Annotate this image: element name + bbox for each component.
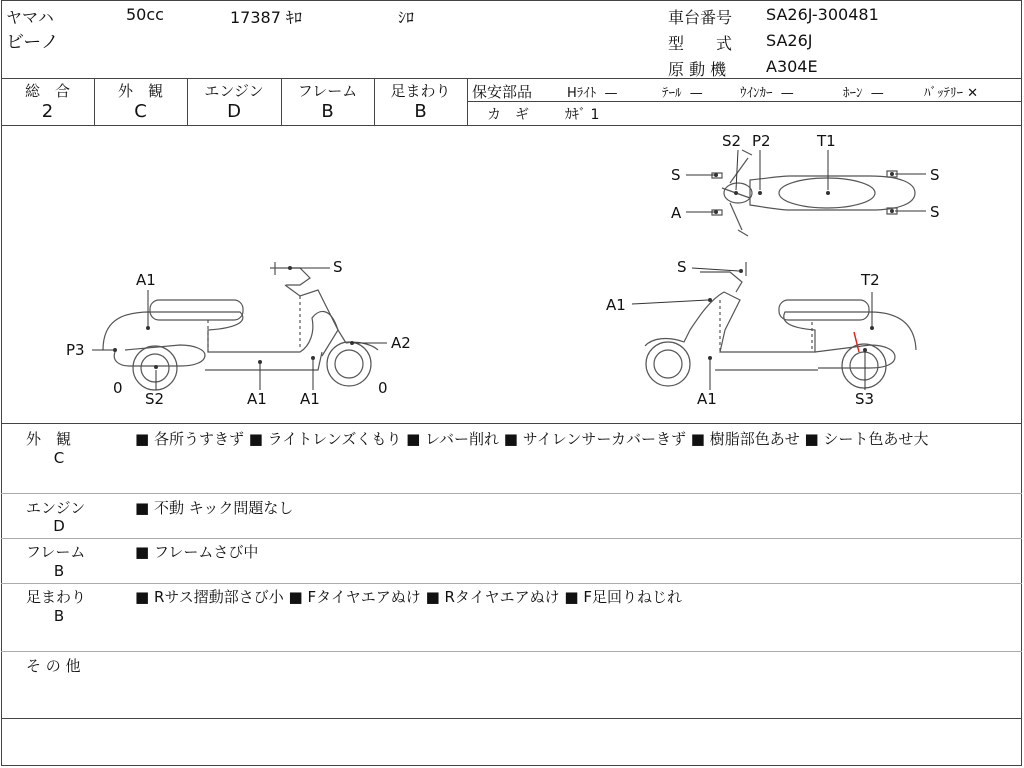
diagram-label: P3 xyxy=(66,341,85,359)
mileage: 17387 ｷﾛ xyxy=(230,8,302,27)
rule xyxy=(1,538,1022,539)
diagram-label: A1 xyxy=(606,296,626,314)
diagram-label: A xyxy=(671,204,682,222)
frame-no: SA26J-300481 xyxy=(766,5,879,24)
maker: ヤマハ xyxy=(6,8,54,27)
remark-text-engine: ■ 不動 キック問題なし xyxy=(135,499,294,517)
displacement: 50cc xyxy=(126,5,164,24)
diagram-label: S xyxy=(930,203,940,221)
diagram-label: S xyxy=(930,166,940,184)
rule xyxy=(1,718,1022,719)
diagram-label: S xyxy=(677,258,687,276)
diagram-label: S2 xyxy=(145,390,165,408)
key-label: カ ギ xyxy=(487,107,529,123)
model-name: ビーノ xyxy=(6,32,59,53)
diagram-label: S xyxy=(333,258,343,276)
diagram-label: P2 xyxy=(752,132,771,150)
diagram-label: A2 xyxy=(391,334,411,352)
safety-item-winker: ｳｲﾝｶｰ — xyxy=(740,86,794,101)
remark-label-engine: エンジン xyxy=(26,499,86,517)
suspension-grade: B xyxy=(414,101,427,122)
remark-text-frame: ■ フレームさび中 xyxy=(135,543,259,561)
remark-label-frame: フレーム xyxy=(26,543,86,561)
engine-grade: D xyxy=(227,101,241,122)
rule xyxy=(1,78,1022,79)
remark-text-suspension: ■ Rサス摺動部さび小 ■ Fタイヤエアぬけ ■ Rタイヤエアぬけ ■ F足回りねじれ xyxy=(135,588,682,606)
safety-item-battery: ﾊﾞｯﾃﾘｰ ✕ xyxy=(924,86,979,101)
remark-label-other: そ の 他 xyxy=(26,657,81,675)
type-value: SA26J xyxy=(766,31,813,50)
rule xyxy=(1,651,1022,652)
diagram-label: A1 xyxy=(247,390,267,408)
engine-value: A304E xyxy=(766,57,818,76)
remark-text-exterior: ■ 各所うすきず ■ ライトレンズくもり ■ レバー削れ ■ サイレンサーカバーきず ■ 樹脂部色あせ ■ シート色あせ大 xyxy=(135,430,929,448)
rule xyxy=(467,101,1022,102)
engine-grade-label: エンジン xyxy=(204,82,264,100)
diagram-label: 0 xyxy=(113,379,123,397)
rule xyxy=(1,125,1022,126)
diagram-label: A1 xyxy=(300,390,320,408)
type-label: 型 式 xyxy=(668,34,733,53)
safety-label: 保安部品 xyxy=(472,83,533,101)
overall-grade: 2 xyxy=(41,101,54,122)
diagram-label: T1 xyxy=(817,132,836,150)
remark-grade-suspension: B xyxy=(53,607,65,625)
suspension-grade-label: 足まわり xyxy=(390,82,451,100)
rule xyxy=(1,423,1022,424)
rule xyxy=(1,583,1022,584)
diagram-label: S xyxy=(671,166,681,184)
diagram-label: A1 xyxy=(136,271,156,289)
remark-grade-exterior: C xyxy=(53,449,65,467)
rule xyxy=(1,493,1022,494)
remark-grade-engine: D xyxy=(53,517,65,535)
key-value: ｶｷﾞ 1 xyxy=(565,107,600,123)
diagram-label: 0 xyxy=(378,379,388,397)
frame-grade: B xyxy=(321,101,334,122)
diagram-label: A1 xyxy=(697,390,717,408)
diagram-label: S3 xyxy=(855,390,875,408)
safety-item-headlight: Hﾗｲﾄ — xyxy=(567,86,618,101)
remark-grade-frame: B xyxy=(53,562,65,580)
exterior-label: 外 観 xyxy=(117,82,163,100)
overall-label: 総 合 xyxy=(24,82,70,100)
diagram-label: T2 xyxy=(861,271,880,289)
diagram-label: S2 xyxy=(722,132,742,150)
engine-label: 原 動 機 xyxy=(668,60,727,79)
exterior-grade: C xyxy=(134,101,147,122)
frame-no-label: 車台番号 xyxy=(668,8,733,27)
remark-label-exterior: 外 観 xyxy=(26,430,72,448)
frame-grade-label: フレーム xyxy=(297,82,358,100)
color: ｼﾛ xyxy=(398,8,415,27)
remark-label-suspension: 足まわり xyxy=(26,588,87,606)
safety-item-tail: ﾃｰﾙ — xyxy=(662,86,703,101)
safety-item-horn: ﾎｰﾝ — xyxy=(843,86,884,101)
